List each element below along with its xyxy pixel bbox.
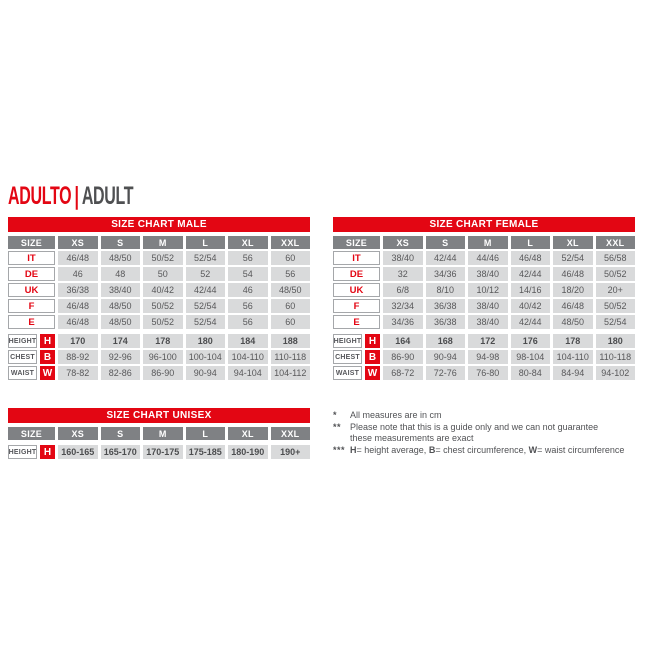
footnote-bold-key: W [528,444,538,455]
size-value-cell: 44/46 [468,251,508,265]
row-label-country: IT [8,251,55,265]
size-value-cell: 38/40 [468,299,508,313]
page-title-separator: | [74,182,79,210]
measure-value-cell: 94-102 [596,366,636,380]
size-value-cell: 52/54 [596,315,636,329]
row-label-country: F [8,299,55,313]
size-value-cell: 52/54 [186,299,226,313]
measure-value-cell: 92-96 [101,350,141,364]
size-value-cell: 46/48 [58,299,98,313]
size-value-cell: 20+ [596,283,636,297]
row-label-measure: CHEST [8,350,37,364]
size-value-cell: 36/38 [426,299,466,313]
size-value-cell: 56 [228,251,268,265]
size-value-cell: 10/12 [468,283,508,297]
table-row [333,283,635,297]
size-value-cell: 48/50 [101,299,141,313]
measure-value-cell: 180 [186,334,226,348]
table-title: SIZE CHART FEMALE [333,217,635,232]
size-column-header: SIZE [333,236,380,249]
measure-value-cell: 104-110 [553,350,593,364]
footnote-marker: ** [333,421,342,432]
measure-value-cell: 86-90 [143,366,183,380]
measure-value-cell: 168 [426,334,466,348]
measure-value-cell: 188 [271,334,311,348]
measure-value-cell: 178 [143,334,183,348]
size-column-header: S [426,236,466,249]
size-value-cell: 38/40 [468,267,508,281]
row-label-country: IT [333,251,380,265]
footnote-line [333,410,641,422]
size-value-cell: 52/54 [186,315,226,329]
size-value-cell: 50/52 [143,299,183,313]
measure-value-cell: 190+ [271,445,311,459]
table-row [333,366,635,380]
size-value-cell: 56 [228,315,268,329]
table-row [8,267,310,281]
size-value-cell: 6/8 [383,283,423,297]
size-value-cell: 54 [228,267,268,281]
size-value-cell: 38/40 [101,283,141,297]
size-column-header: XL [228,236,268,249]
table-row [333,299,635,313]
row-label-measure: WAIST [333,366,362,380]
size-value-cell: 40/42 [143,283,183,297]
size-value-cell: 48/50 [553,315,593,329]
measure-value-cell: 165-170 [101,445,141,459]
row-label-measure: HEIGHT [8,445,37,459]
measure-value-cell: 94-104 [228,366,268,380]
size-column-header: XXL [271,427,311,440]
measure-key-badge: W [40,366,55,380]
size-column-header: XS [58,236,98,249]
measure-value-cell: 174 [101,334,141,348]
measure-key-badge: B [40,350,55,364]
size-chart-female-table [333,217,635,380]
page-title-secondary: ADULT [81,182,134,210]
size-value-cell: 38/40 [468,315,508,329]
row-label-measure: WAIST [8,366,37,380]
size-value-cell: 36/38 [426,315,466,329]
measure-value-cell: 104-112 [271,366,311,380]
size-value-cell: 52/54 [553,251,593,265]
size-value-cell: 18/20 [553,283,593,297]
row-label-country: E [333,315,380,329]
row-label-country: DE [8,267,55,281]
measure-rows [8,334,310,380]
measure-value-cell: 170-175 [143,445,183,459]
measure-rows [333,334,635,380]
measure-value-cell: 96-100 [143,350,183,364]
size-value-cell: 50/52 [143,315,183,329]
size-column-header: SIZE [8,427,55,440]
row-label-measure: CHEST [333,350,362,364]
measure-value-cell: 82-86 [101,366,141,380]
size-value-cell: 42/44 [426,251,466,265]
measure-value-cell: 90-94 [426,350,466,364]
size-chart-male-table [8,217,310,380]
footnote-text: Please note that this is a guide only and we can not guarantee [350,421,599,432]
size-value-cell: 48 [101,267,141,281]
footnote-bold-key: H [350,444,357,455]
measure-value-cell: 175-185 [186,445,226,459]
size-column-header: XXL [271,236,311,249]
column-header-row [8,427,310,440]
table-row [8,366,310,380]
size-value-cell: 14/16 [511,283,551,297]
measure-value-cell: 86-90 [383,350,423,364]
measure-value-cell: 178 [553,334,593,348]
table-row [333,334,635,348]
table-row [8,299,310,313]
size-value-cell: 48/50 [101,315,141,329]
table-row [8,350,310,364]
measure-value-cell: 72-76 [426,366,466,380]
size-value-cell: 34/36 [426,267,466,281]
size-value-cell: 40/42 [511,299,551,313]
measure-value-cell: 180-190 [228,445,268,459]
size-value-cell: 8/10 [426,283,466,297]
table-row [333,315,635,329]
table-title: SIZE CHART MALE [8,217,310,232]
size-column-header: XL [228,427,268,440]
measure-value-cell: 68-72 [383,366,423,380]
measure-value-cell: 110-118 [596,350,636,364]
table-row [333,350,635,364]
size-value-cell: 56 [271,267,311,281]
measure-value-cell: 80-84 [511,366,551,380]
size-value-cell: 46 [228,283,268,297]
size-value-cell: 42/44 [511,315,551,329]
measure-value-cell: 110-118 [271,350,311,364]
size-column-header: M [143,427,183,440]
size-column-header: S [101,236,141,249]
measure-value-cell: 172 [468,334,508,348]
measure-key-badge: B [365,350,380,364]
size-column-header: L [511,236,551,249]
size-value-cell: 46/48 [511,251,551,265]
table-row [8,315,310,329]
size-column-header: L [186,427,226,440]
measure-key-badge: H [40,445,55,459]
footnote-marker [333,433,350,445]
size-value-cell: 34/36 [383,315,423,329]
measure-value-cell: 90-94 [186,366,226,380]
size-value-cell: 50/52 [596,299,636,313]
size-value-cell: 48/50 [271,283,311,297]
measure-value-cell: 160-165 [58,445,98,459]
page-title [8,182,133,211]
size-value-cell: 46/48 [553,299,593,313]
size-value-cell: 36/38 [58,283,98,297]
measure-key-badge: W [365,366,380,380]
footnote-marker: * [333,410,338,420]
size-value-cell: 32 [383,267,423,281]
column-header-row [8,236,310,249]
measure-value-cell: 104-110 [228,350,268,364]
size-value-cell: 46 [58,267,98,281]
measure-value-cell: 98-104 [511,350,551,364]
measure-rows [8,445,310,459]
measure-value-cell: 100-104 [186,350,226,364]
size-value-cell: 52 [186,267,226,281]
measure-value-cell: 84-94 [553,366,593,380]
size-value-cell: 46/48 [553,267,593,281]
measure-value-cell: 164 [383,334,423,348]
size-value-cell: 46/48 [58,315,98,329]
size-value-cell: 50 [143,267,183,281]
size-value-cell: 52/54 [186,251,226,265]
table-row [8,251,310,265]
size-column-header: L [186,236,226,249]
measure-value-cell: 184 [228,334,268,348]
footnote-text: H= height average, B= chest circumference, W= waist circumference [350,444,625,455]
row-label-country: DE [333,267,380,281]
row-label-measure: HEIGHT [8,334,37,348]
size-value-cell: 42/44 [511,267,551,281]
table-row [333,267,635,281]
row-label-country: F [333,299,380,313]
table-title: SIZE CHART UNISEX [8,408,310,423]
footnote-text: these measurements are exact [350,433,474,443]
size-column-header: XL [553,236,593,249]
size-value-cell: 50/52 [143,251,183,265]
size-value-cell: 32/34 [383,299,423,313]
column-header-row [333,236,635,249]
table-row [8,445,310,459]
size-value-cell: 38/40 [383,251,423,265]
size-value-cell: 56/58 [596,251,636,265]
row-label-country: E [8,315,55,329]
size-chart-unisex-table [8,408,310,459]
size-value-cell: 60 [271,251,311,265]
size-value-cell: 60 [271,299,311,313]
footnote-line [333,433,641,445]
page-title-primary: ADULTO [8,182,72,210]
table-row [333,251,635,265]
size-column-header: M [143,236,183,249]
footnote-line [333,422,641,434]
row-label-measure: HEIGHT [333,334,362,348]
size-column-header: XXL [596,236,636,249]
measure-value-cell: 170 [58,334,98,348]
measure-value-cell: 180 [596,334,636,348]
row-label-country: UK [333,283,380,297]
size-value-cell: 60 [271,315,311,329]
size-value-cell: 46/48 [58,251,98,265]
measure-key-badge: H [40,334,55,348]
footnote-text: All measures are in cm [350,410,442,420]
measure-value-cell: 176 [511,334,551,348]
size-column-header: S [101,427,141,440]
footnotes [333,410,641,456]
footnote-marker: *** [333,444,346,455]
size-value-cell: 50/52 [596,267,636,281]
row-label-country: UK [8,283,55,297]
measure-value-cell: 94-98 [468,350,508,364]
size-column-header: SIZE [8,236,55,249]
size-value-cell: 48/50 [101,251,141,265]
footnote-line [333,445,641,457]
measure-key-badge: H [365,334,380,348]
table-row [8,334,310,348]
size-column-header: M [468,236,508,249]
measure-value-cell: 88-92 [58,350,98,364]
footnote-bold-key: B [428,444,436,455]
size-value-cell: 42/44 [186,283,226,297]
size-value-cell: 56 [228,299,268,313]
measure-value-cell: 78-82 [58,366,98,380]
size-column-header: XS [58,427,98,440]
table-row [8,283,310,297]
measure-value-cell: 76-80 [468,366,508,380]
size-column-header: XS [383,236,423,249]
